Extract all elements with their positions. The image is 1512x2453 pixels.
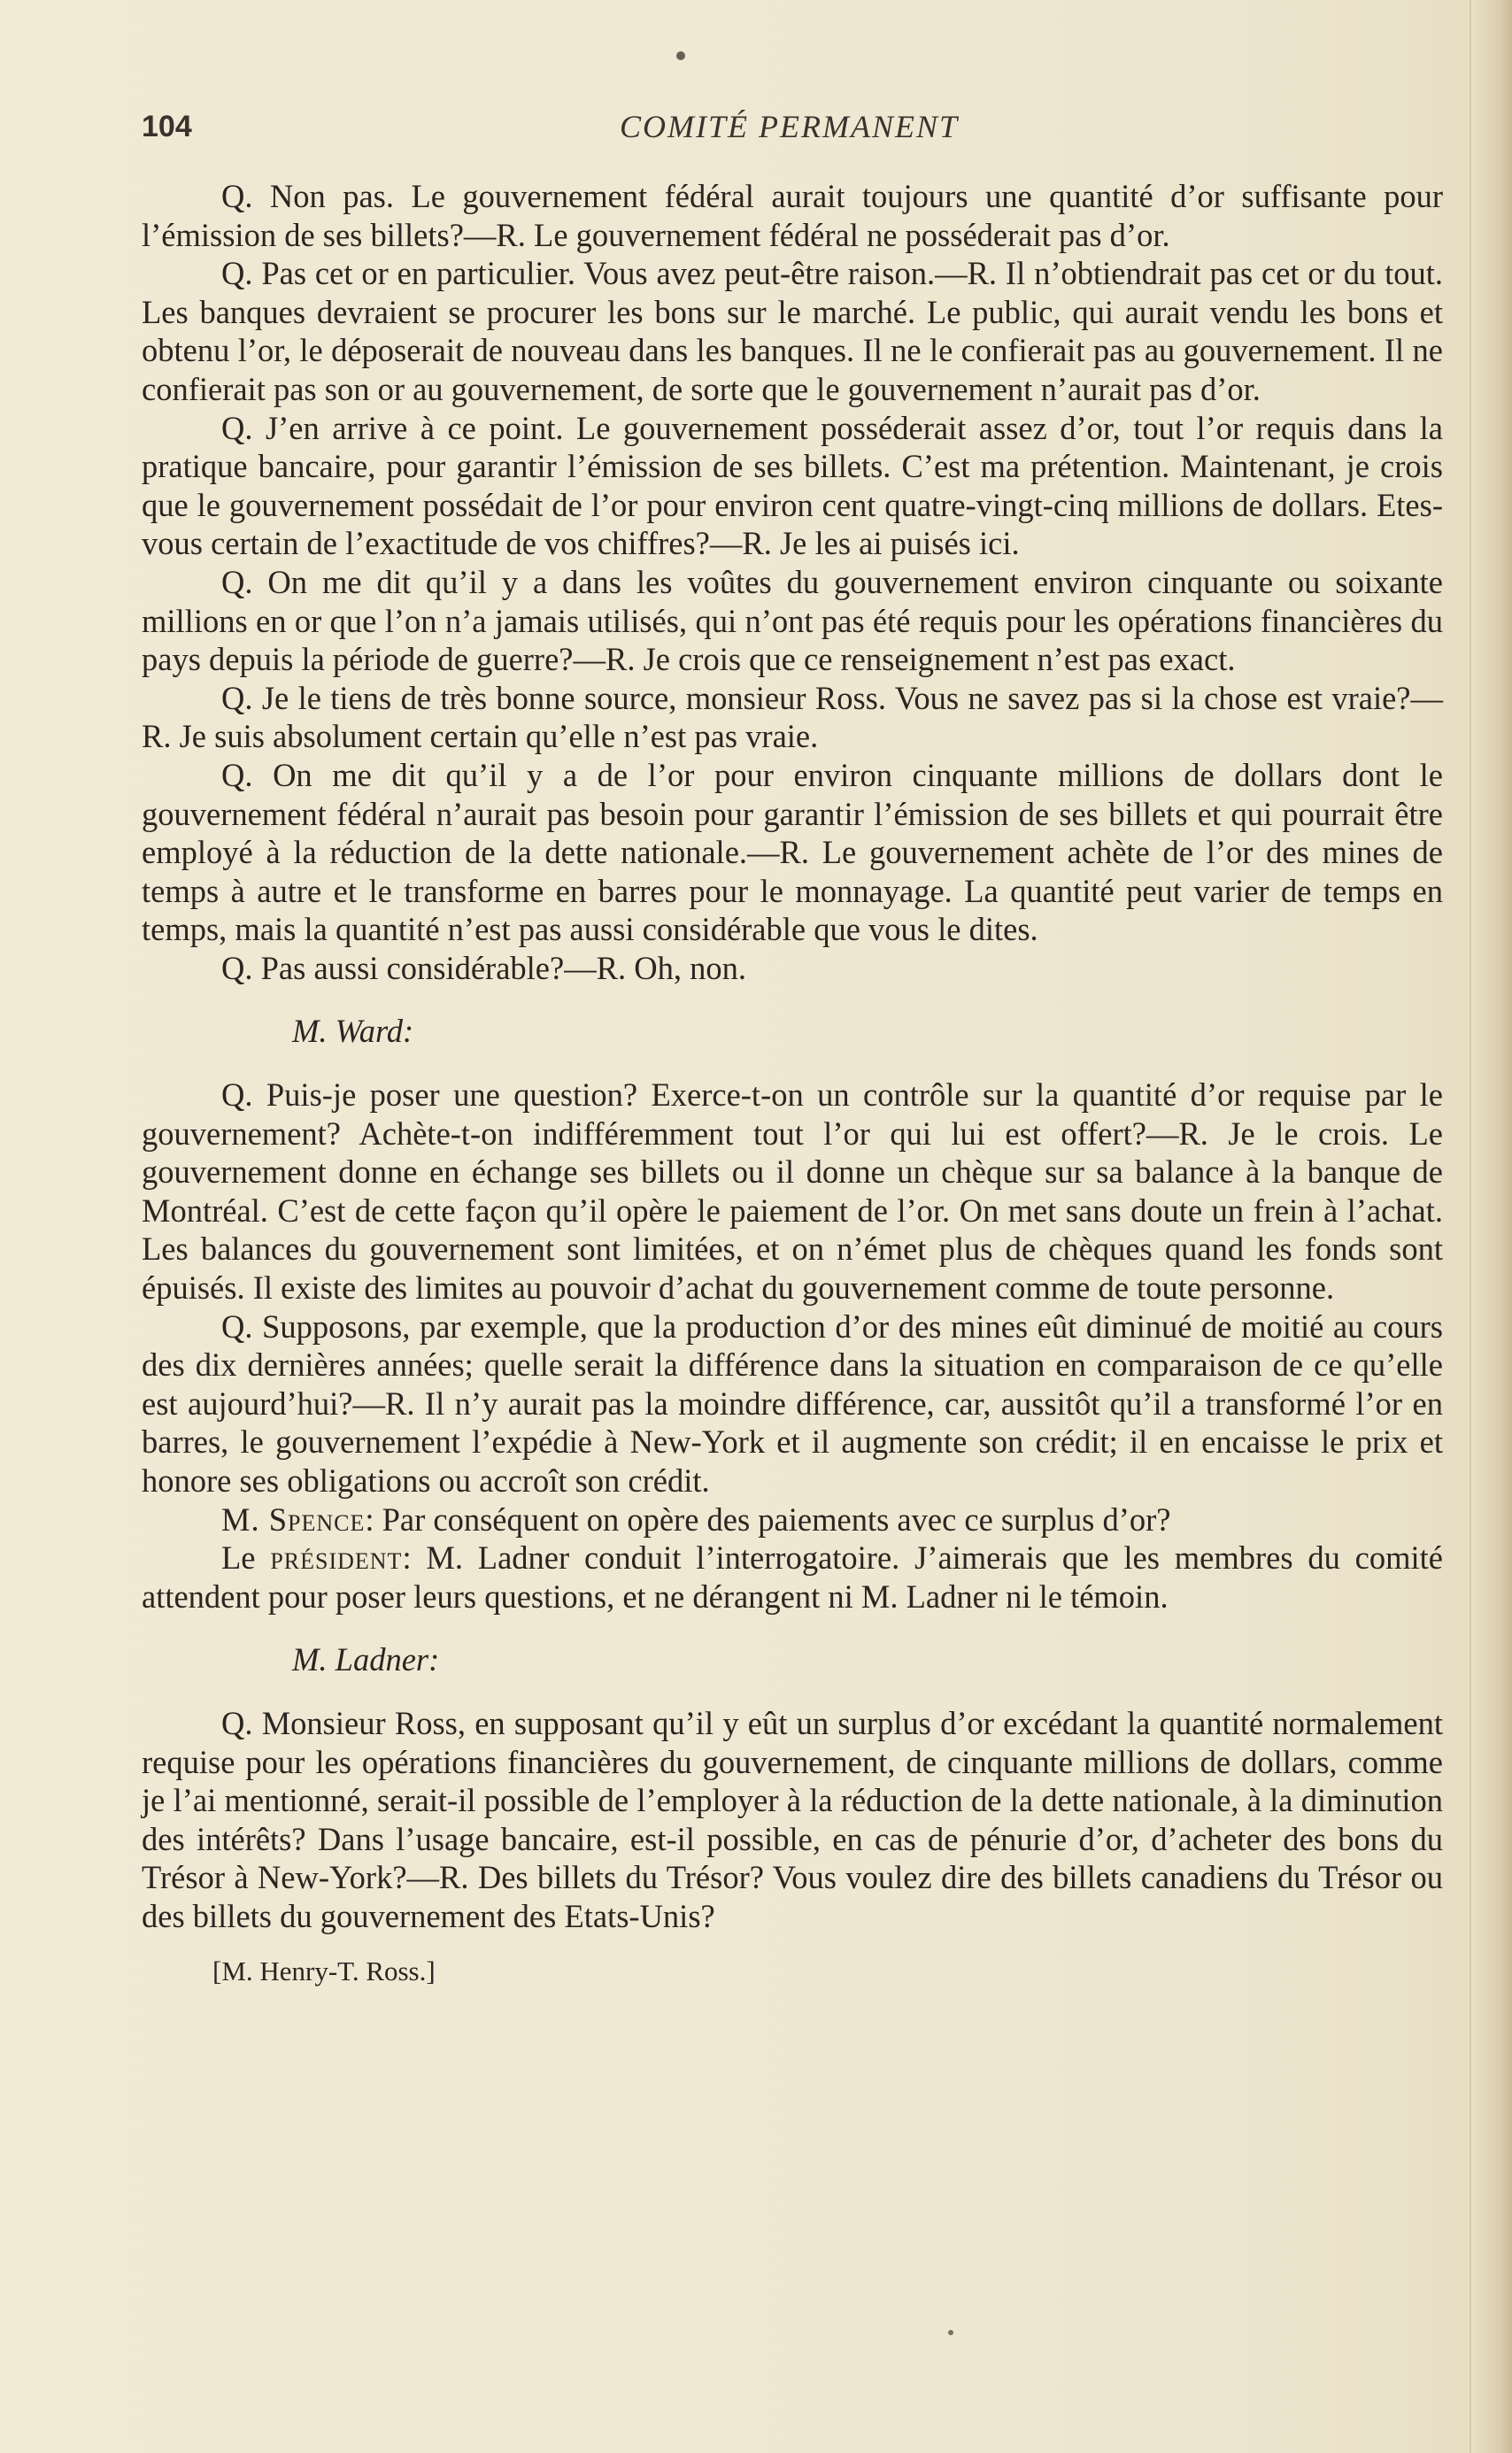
speaker-heading-ladner: M. Ladner: [292,1641,440,1678]
ink-dot-top [676,51,685,60]
body-text [142,177,1443,1990]
page-header [142,104,1443,158]
running-head: COMITÉ PERMANENT [620,109,959,144]
page-edge-shadow [1470,0,1512,2453]
page-number: 104 [142,110,192,143]
speaker-heading-ward: M. Ward: [292,1013,414,1050]
paragraph: Q. Pas cet or en particulier. Vous avez peut-être raison.—R. Il n’obtiendrait pas cet or du tout. Les banques devraient se procurer les bons sur le marché. Le public, qui aurait vendu les bons et obtenu l’or, le déposerait de nouveau dans les banques. Il ne le confierait pas au gouvernement. Il ne confierait pas son or au gouvernement, de sorte que le gouvernement n’aurait pas d’or. [142,255,1443,407]
paragraph: Q. On me dit qu’il y a dans les voûtes du gouvernement environ cinquante ou soixante millions en or que l’on n’a jamais utilisés, qui n’ont pas été requis pour les opérations financières du pays depuis la période de guerre?—R. Je crois que ce renseignement n’est pas exact. [142,563,1443,678]
paragraph: Q. Supposons, par exemple, que la production d’or des mines eût diminué de moitié au cours des dix dernières années; quelle serait la différence dans la situation en comparaison de ce qu’elle est aujourd’hui?—R. Il n’y aurait pas la moindre différence, car, aussitôt qu’il a transformé l’or en barres, le gouvernement l’expédie à New-York et il augmente son crédit; il en encaisse le prix et honore ses obligations ou accroît son crédit. [142,1307,1443,1499]
speaker-text-president: : M. Ladner conduit l’interrogatoire. J’aimerais que les membres du comité attendent pour poser leurs questions, et ne dérangent ni M. Ladner ni le témoin. [142,1539,1443,1615]
paragraph: Q. Non pas. Le gouvernement fédéral aurait toujours une quantité d’or suffisante pour l’émission de ses billets?—R. Le gouvernement fédéral ne posséderait pas d’or. [142,178,1443,253]
paragraph: Q. On me dit qu’il y a de l’or pour environ cinquante millions de dollars dont le gouvernement fédéral n’aurait pas besoin pour garantir l’émission de ses billets et qui pourrait être employé à la réduction de la dette nationale.—R. Le gouvernement achète de l’or des mines de temps à autre et le transforme en barres pour le monnayage. La quantité peut varier de temps en temps, mais la quantité n’est pas aussi considérable que vous le dites. [142,756,1443,948]
paragraph: Q. J’en arrive à ce point. Le gouvernement posséderait assez d’or, tout l’or requis dans la pratique bancaire, pour garantir l’émission de ses billets. C’est ma prétention. Maintenant, je crois que le gouvernement possédait de l’or pour environ cent quatre-vingt-cinq millions de dollars. Etes-vous certain de l’exactitude de vos chiffres?—R. Je les ai puisés ici. [142,409,1443,562]
speaker-line-president [142,1539,1443,1616]
paragraph: Q. Monsieur Ross, en supposant qu’il y eût un surplus d’or excédant la quantité normalement requise pour les opérations financières du gouvernement, de cinquante millions de dollars, comme je l’ai mentionné, serait-il possible de l’employer à la réduction de la dette nationale, à la diminution des intérêts? Dans l’usage bancaire, est-il possible, en cas de pénurie d’or, d’acheter des bons du Trésor à New-York?—R. Des billets du Trésor? Vous voulez dire des billets canadiens du Trésor ou des billets du gouvernement des Etats-Unis? [142,1704,1443,1934]
ink-dot-bottom [948,2330,953,2335]
paragraph: Q. Pas aussi considérable?—R. Oh, non. [221,949,747,986]
paragraph: Q. Je le tiens de très bonne source, monsieur Ross. Vous ne savez pas si la chose est vraie?—R. Je suis absolument certain qu’elle n’est pas vraie. [142,679,1443,755]
speaker-name-president: président [270,1539,403,1577]
speaker-text-spence: : Par conséquent on opère des paiements avec ce surplus d’or? [365,1500,1171,1538]
speaker-line-spence [142,1500,1443,1539]
speaker-name-spence: M. Spence [221,1500,366,1538]
paragraph: Q. Puis-je poser une question? Exerce-t-on un contrôle sur la quantité d’or requise par le gouvernement? Achète-t-on indifféremment tout l’or qui lui est offert?—R. Je le crois. Le gouvernement donne en échange ses billets ou il donne un chèque sur sa balance à la banque de Montréal. C’est de cette façon qu’il opère le paiement de l’or. On met sans doute un frein à l’achat. Les balances du gouvernement sont limitées, et on n’émet plus de chèques quand les fonds sont épuisés. Il existe des limites au pouvoir d’achat du gouvernement comme de toute personne. [142,1076,1443,1307]
witness-signature: [M. Henry-T. Ross.] [212,1955,436,1986]
speaker-prefix-president: Le [221,1539,271,1577]
